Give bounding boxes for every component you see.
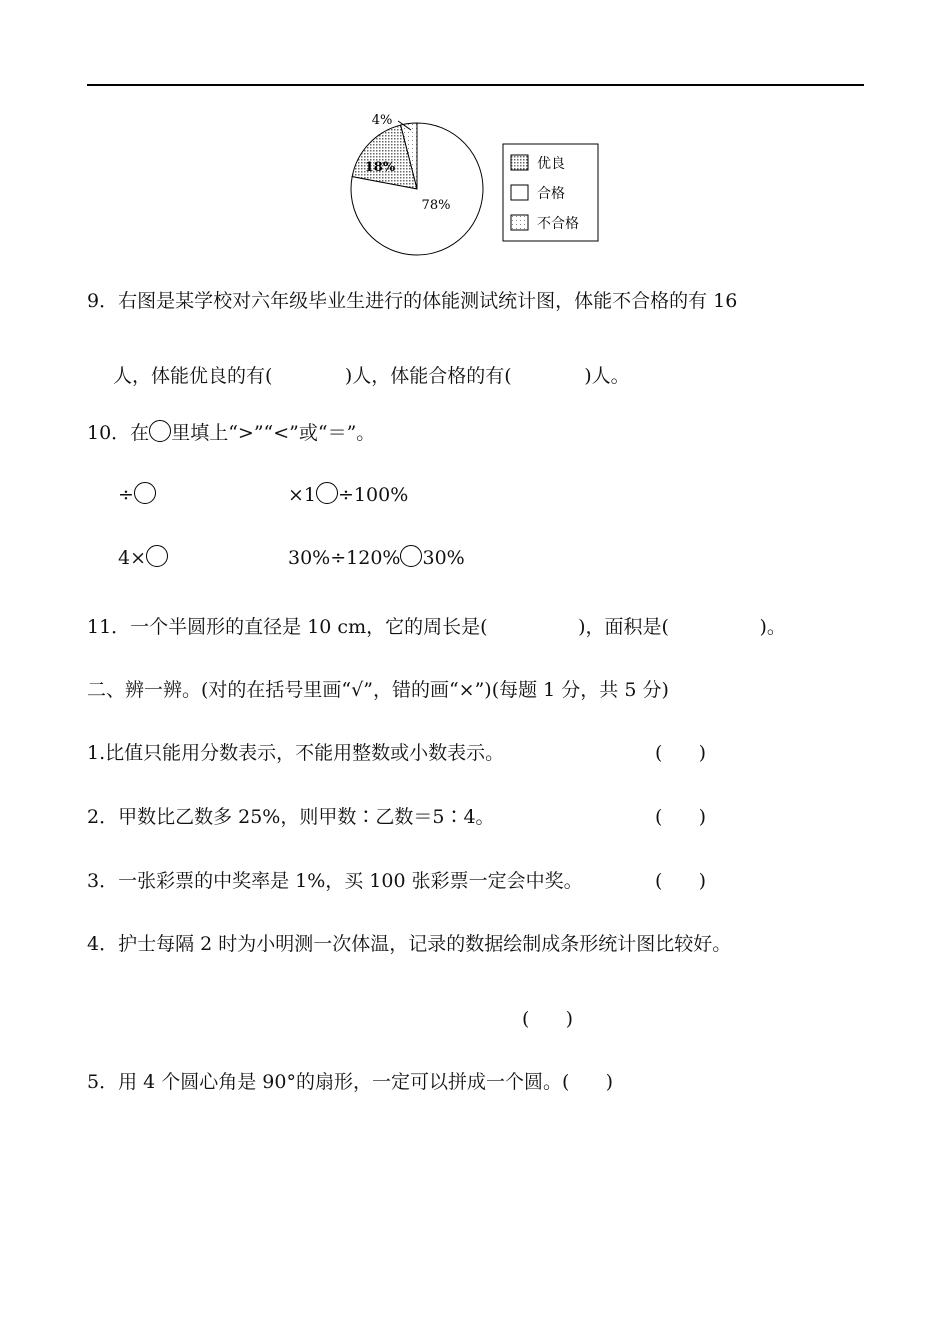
judge-item-5: 5．用 4 个圆心角是 90°的扇形，一定可以拼成一个圆。( ) (87, 1071, 614, 1093)
q10-r1c: ÷100% (338, 484, 409, 506)
pie-chart (340, 108, 610, 258)
answer-circle-icon[interactable] (400, 545, 422, 567)
q10-r2c: 30% (422, 547, 465, 569)
judge-item-4: 4．护士每隔 2 时为小明测一次体温，记录的数据绘制成条形统计图比较好。 (87, 933, 732, 955)
legend-swatch-pass (511, 185, 528, 200)
q11: 11．一个半圆形的直径是 10 cm，它的周长是( )，面积是( )。 (87, 616, 786, 638)
judge-item-3: 3．一张彩票的中奖率是 1%，买 100 张彩票一定会中奖。 (87, 870, 583, 892)
q10-r2a: 4× (118, 547, 147, 569)
legend-swatch-fail (511, 215, 528, 230)
q10-heading-b: 里填上“>”“<”或“＝”。 (171, 422, 376, 444)
q10-row2-right (288, 545, 465, 570)
answer-circle-icon (149, 420, 171, 442)
q10-r1a: ÷ (118, 484, 134, 506)
legend-label-pass: 合格 (537, 186, 565, 202)
q9-line1: 9．右图是某学校对六年级毕业生进行的体能测试统计图，体能不合格的有 16 (87, 290, 738, 312)
q10-heading-a: 10．在 (87, 422, 150, 444)
legend-swatch-excellent (511, 155, 528, 170)
answer-circle-icon[interactable] (134, 482, 156, 504)
legend-label-excellent: 优良 (537, 156, 565, 172)
judge-paren-4[interactable]: ( ) (522, 1008, 574, 1030)
judge-item-2: 2．甲数比乙数多 25%，则甲数∶乙数＝5∶4。 (87, 806, 495, 828)
judge-paren-3[interactable]: ( ) (655, 870, 707, 892)
judge-item-1: 1.比值只能用分数表示，不能用整数或小数表示。 (87, 742, 505, 764)
judge-paren-1[interactable]: ( ) (655, 742, 707, 764)
legend-label-fail: 不合格 (537, 216, 579, 232)
q10-r1b: ×1 (288, 484, 317, 506)
chart-legend (503, 144, 598, 241)
q9-line2: 人，体能优良的有( )人，体能合格的有( )人。 (113, 365, 630, 387)
header-rule (87, 84, 864, 86)
q10-heading (87, 420, 375, 445)
pie-label-pass: 78% (421, 198, 451, 213)
q10-row2-left (118, 545, 168, 570)
q10-row1-left (118, 482, 156, 507)
judge-paren-2[interactable]: ( ) (655, 806, 707, 828)
pie-label-excellent: 18% (364, 160, 396, 175)
section2-heading: 二、辨一辨。(对的在括号里画“√”，错的画“×”)(每题 1 分，共 5 分) (87, 679, 669, 701)
answer-circle-icon[interactable] (316, 482, 338, 504)
pie-label-fail: 4% (371, 113, 393, 128)
q10-row1-right (288, 482, 408, 507)
q10-r2b: 30%÷120% (288, 547, 401, 569)
answer-circle-icon[interactable] (146, 545, 168, 567)
